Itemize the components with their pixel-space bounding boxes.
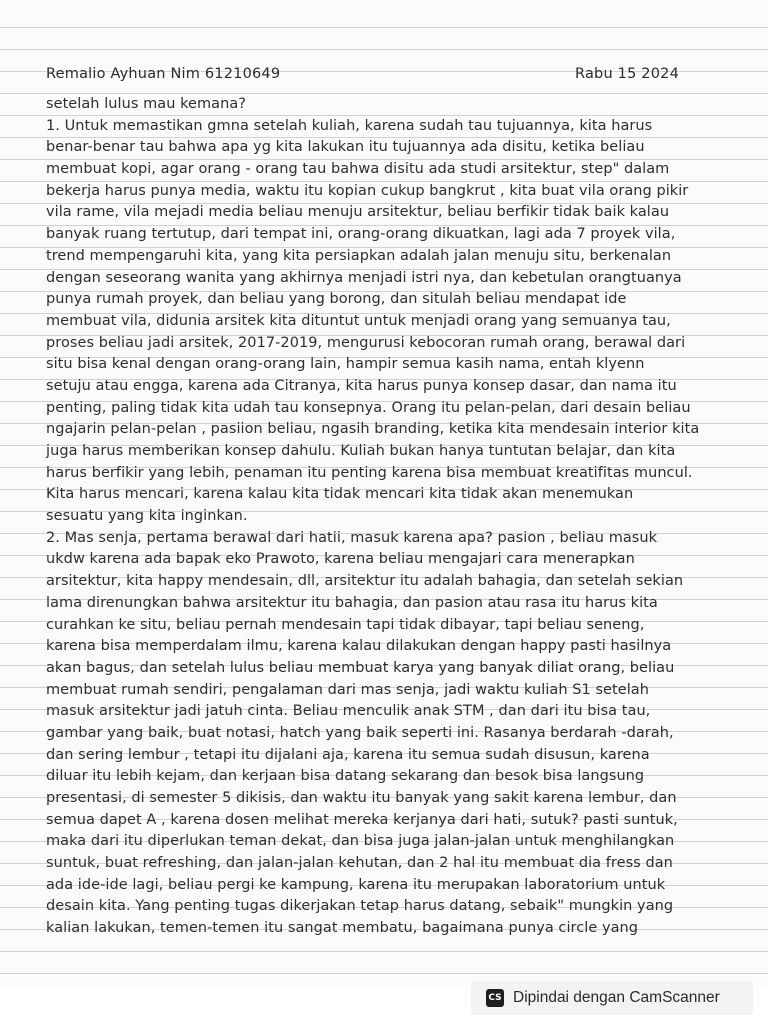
note-line: suntuk, buat refreshing, dan jalan-jalan kehutan, dan 2 hal itu membuat dia fress dan <box>46 855 673 872</box>
camscanner-label: Dipindai dengan CamScanner <box>513 989 720 1006</box>
note-line: punya rumah proyek, dan beliau yang borong, dan situlah beliau mendapat ide <box>46 291 627 308</box>
note-line: setuju atau engga, karena ada Citranya, kita harus punya konsep dasar, dan nama itu <box>46 377 677 394</box>
note-line: 1. Untuk memastikan gmna setelah kuliah, karena sudah tau tujuannya, kita harus <box>46 117 653 134</box>
note-line: diluar itu lebih kejam, dan kerjaan bisa datang sekarang dan besok bisa langsung <box>46 768 645 785</box>
camscanner-logo-icon: CS <box>486 989 504 1007</box>
note-line: setelah lulus mau kemana? <box>46 96 247 112</box>
student-name-nim: Remalio Ayhuan Nim 61210649 <box>46 66 281 82</box>
note-line: presentasi, di semester 5 dikisis, dan waktu itu banyak yang sakit karena lembur, dan <box>46 790 677 806</box>
note-line: membuat kopi, agar orang - orang tau bahwa disitu ada studi arsitektur, step" dalam <box>46 161 670 178</box>
note-line: karena bisa memperdalam ilmu, karena kalau dilakukan dengan happy pasti hasilnya <box>46 638 672 655</box>
page-header <box>46 66 706 88</box>
note-line: ada ide-ide lagi, beliau pergi ke kampung, karena itu merupakan laboratorium untuk <box>46 876 666 893</box>
note-line: lama direnungkan bahwa arsitektur itu bahagia, dan pasion atau rasa itu harus kita <box>46 594 658 611</box>
note-line: curahkan ke situ, beliau pernah mendesain tapi tidak dibayar, tapi beliau seneng, <box>46 616 645 633</box>
note-line: akan bagus, dan setelah lulus beliau membuat karya yang banyak diliat orang, beliau <box>46 659 675 676</box>
note-line: vila rame, vila mejadi media beliau menuju arsitektur, beliau berfikir tidak baik kalau <box>46 204 670 221</box>
note-line: maka dari itu diperlukan teman dekat, dan bisa juga jalan-jalan untuk menghilangkan <box>46 833 675 850</box>
note-line: penting, paling tidak kita udah tau konsepnya. Orang itu pelan-pelan, dari desain beliau <box>46 399 691 416</box>
note-line: juga harus memberikan konsep dahulu. Kuliah bukan hanya tuntutan belajar, dan kita <box>46 443 676 459</box>
camscanner-watermark <box>471 981 753 1015</box>
note-line: desain kita. Yang penting tugas dikerjakan tetap harus datang, sebaik" mungkin yang <box>46 898 674 915</box>
note-line: dan sering lembur , tetapi itu dijalani aja, karena itu semua sudah disusun, karena <box>46 746 650 763</box>
note-line: membuat vila, didunia arsitek kita dituntut untuk menjadi orang yang semuanya tau, <box>46 312 671 329</box>
note-line: membuat rumah sendiri, pengalaman dari mas senja, jadi waktu kuliah S1 setelah <box>46 681 649 698</box>
note-line: benar-benar tau bahwa apa yg kita lakukan itu tujuannya ada disitu, ketika beliau <box>46 139 645 156</box>
note-line: banyak ruang tertutup, dari tempat ini, orang-orang dikuatkan, lagi ada 7 proyek vila, <box>46 226 676 243</box>
note-line: bekerja harus punya media, waktu itu kopian cukup bangkrut , kita buat vila orang pikir <box>46 182 689 199</box>
note-line: trend mempengaruhi kita, yang kita persiapkan adalah jalan menuju situ, berkenalan <box>46 247 672 264</box>
note-line: Kita harus mencari, karena kalau kita tidak mencari kita tidak akan menemukan <box>46 486 634 503</box>
note-line: gambar yang baik, buat notasi, hatch yang baik seperti ini. Rasanya berdarah -darah, <box>46 724 674 741</box>
note-line: sesuatu yang kita inginkan. <box>46 508 248 525</box>
header-date: Rabu 15 2024 <box>575 66 680 82</box>
note-line: arsitektur, kita happy mendesain, dll, arsitektur itu adalah bahagia, dan setelah sekian <box>46 573 684 590</box>
note-line: harus berfikir yang lebih, penaman itu penting karena bisa membuat kreatifitas muncul. <box>46 464 693 481</box>
note-line: masuk arsitektur jadi jatuh cinta. Beliau menculik anak STM , dan dari itu bisa tau, <box>46 703 651 720</box>
note-line: situ bisa kenal dengan orang-orang lain, hampir semua kasih nama, entah klyenn <box>46 356 645 373</box>
note-line: semua dapet A , karena dosen melihat mereka kerjanya dari hati, sutuk? pasti suntuk, <box>46 811 678 828</box>
note-line: dengan seseorang wanita yang akhirnya menjadi istri nya, dan kebetulan orangtuanya <box>46 269 682 286</box>
note-line: ukdw karena ada bapak eko Prawoto, karena beliau mengajari cara menerapkan <box>46 551 635 568</box>
note-line: 2. Mas senja, pertama berawal dari hatii, masuk karena apa? pasion , beliau masuk <box>46 529 658 546</box>
note-line: ngajarin pelan-pelan , pasiion beliau, ngasih branding, ketika kita mendesain interior kita <box>46 421 700 438</box>
note-line: kalian lakukan, temen-temen itu sangat membatu, bagaimana punya circle yang <box>46 920 639 937</box>
handwritten-notes <box>46 94 746 940</box>
note-line: proses beliau jadi arsitek, 2017-2019, mengurusi kebocoran rumah orang, berawal dari <box>46 334 686 351</box>
